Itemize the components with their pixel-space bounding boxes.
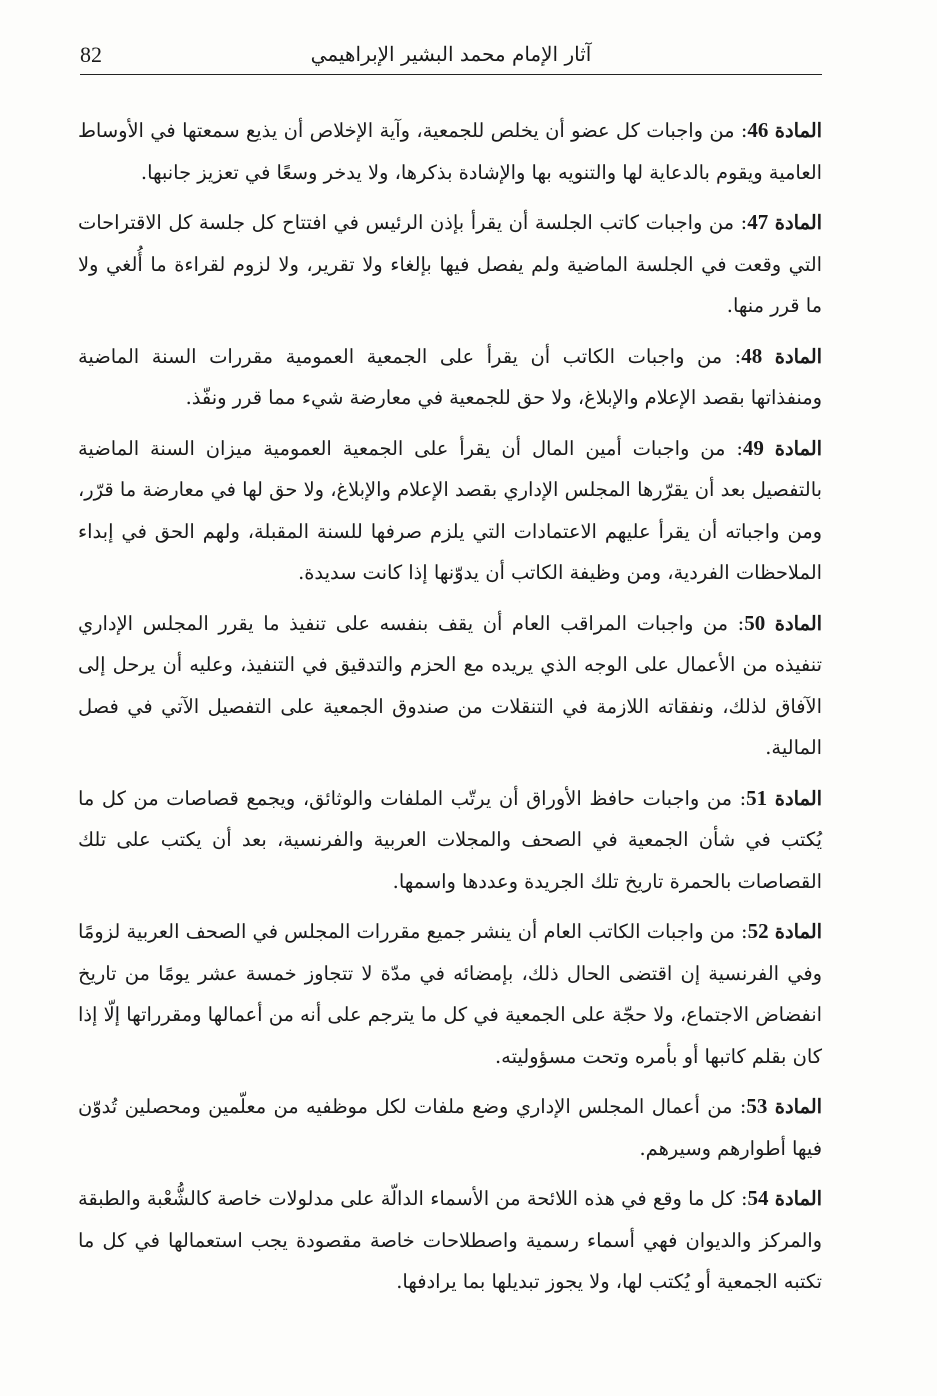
article-text: : من واجبات المراقب العام أن يقف بنفسه على تنفيذ ما يقرر المجلس الإداري تنفيذه من الأعمال على الوجه الذي يريده مع الحزم والتدقيق في التنفيذ، وعليه أن يرحل إلى الآفاق لذلك، ونفقاته اللازمة في التنقلات من صندوق الجمعية على التفصيل الآتي في فصل المالية. bbox=[78, 611, 822, 759]
article-label: المادة bbox=[774, 920, 822, 943]
article-label: المادة bbox=[774, 786, 822, 810]
article-label: المادة bbox=[774, 211, 822, 234]
article-text: : من واجبات الكاتب العام أن ينشر جميع مقررات المجلس في الصحف العربية لزومًا وفي الفرنسية إن اقتضى الحال ذلك، بإمضائه في مدّة لا تتجاوز خمسة عشر يومًا من تاريخ انفضاض الاجتماع، ولا حجّة على الجمعية في كل ما يترجم على أنه من أعمالها ومقرراتها إلّا إذا كان بقلم كاتبها أو بأمره وتحت مسؤوليته. bbox=[78, 920, 822, 1068]
article-label: المادة bbox=[774, 611, 822, 635]
article-number: 52 bbox=[747, 919, 769, 943]
article-number: 51 bbox=[746, 785, 768, 810]
article-label: المادة bbox=[774, 1187, 822, 1210]
article-number: 54 bbox=[747, 1186, 769, 1210]
article-text: : من واجبات كل عضو أن يخلص للجمعية، وآية الإخلاص أن يذيع سمعتها في الأوساط العامية ويقوم بالدعاية لها والتنويه بها والإشادة بذكرها، ولا يدخر وسعًا في تعزيز جانبها. bbox=[78, 119, 822, 184]
page-number: 82 bbox=[80, 42, 102, 67]
article-54 bbox=[78, 1178, 822, 1303]
article-number: 46 bbox=[747, 118, 769, 142]
article-number: 47 bbox=[747, 210, 769, 234]
article-text: : من أعمال المجلس الإداري وضع ملفات لكل موظفيه من معلّمين ومحصلين تُدوّن فيها أطوارهم وسيرهم. bbox=[78, 1095, 822, 1160]
article-text: : من واجبات الكاتب أن يقرأ على الجمعية العمومية مقررات السنة الماضية ومنفذاتها بقصد الإعلام والإبلاغ، ولا حق للجمعية في معارضة شيء مما قرر ونفّذ. bbox=[78, 344, 822, 409]
article-label: المادة bbox=[774, 344, 822, 368]
article-number: 49 bbox=[742, 435, 764, 460]
article-47 bbox=[78, 202, 822, 327]
article-50 bbox=[78, 603, 822, 769]
article-text: : كل ما وقع في هذه اللائحة من الأسماء الدالّة على مدلولات خاصة كالشُّعْبة والطبقة والمركز والديوان فهي أسماء رسمية واصطلاحات خاصة مقصودة يجب استعمالها في كل ما تكتبه الجمعية أو يُكتب لها، ولا يجوز تبديلها بما يرادفها. bbox=[78, 1187, 822, 1293]
article-48 bbox=[78, 336, 822, 419]
article-52 bbox=[78, 911, 822, 1077]
article-label: المادة bbox=[774, 119, 823, 142]
article-53 bbox=[78, 1086, 822, 1169]
article-number: 53 bbox=[746, 1094, 768, 1118]
article-text: : من واجبات كاتب الجلسة أن يقرأ بإذن الرئيس في افتتاح كل جلسة كل الاقتراحات التي وقعت في الجلسة الماضية ولم يفصل فيها بإلغاء ولا تقرير، ولا لزوم لقراءة ما أُلغي ولا ما قرر منها. bbox=[78, 211, 822, 317]
article-text: : من واجبات حافظ الأوراق أن يرتّب الملفات والوثائق، ويجمع قصاصات من كل ما يُكتب في شأن الجمعية في الصحف والمجلات العربية والفرنسية، بعد أن يكتب على تلك القصاصات بالحمرة تاريخ تلك الجريدة وعددها واسمها. bbox=[78, 786, 822, 893]
article-number: 48 bbox=[741, 343, 763, 368]
article-number: 50 bbox=[744, 610, 766, 635]
article-49 bbox=[78, 428, 822, 594]
article-label: المادة bbox=[774, 436, 822, 460]
article-text: : من واجبات أمين المال أن يقرأ على الجمعية العمومية ميزان السنة الماضية بالتفصيل بعد أن يقرّرها المجلس الإداري بقصد الإعلام والإبلاغ، ولا حق لها في معارضة ما قرّر، ومن واجباته أن يقرأ عليهم الاعتمادات التي يلزم صرفها للسنة المقبلة، ولهم الحق في إبداء الملاحظات الفردية، ومن وظيفة الكاتب أن يدوّنها إذا كانت سديدة. bbox=[78, 436, 822, 584]
article-label: المادة bbox=[774, 1095, 822, 1118]
article-46 bbox=[78, 110, 822, 193]
running-title: آثار الإمام محمد البشير الإبراهيمي bbox=[310, 42, 592, 66]
page-header bbox=[80, 38, 822, 75]
article-51 bbox=[78, 778, 822, 903]
document-body bbox=[78, 110, 822, 1312]
